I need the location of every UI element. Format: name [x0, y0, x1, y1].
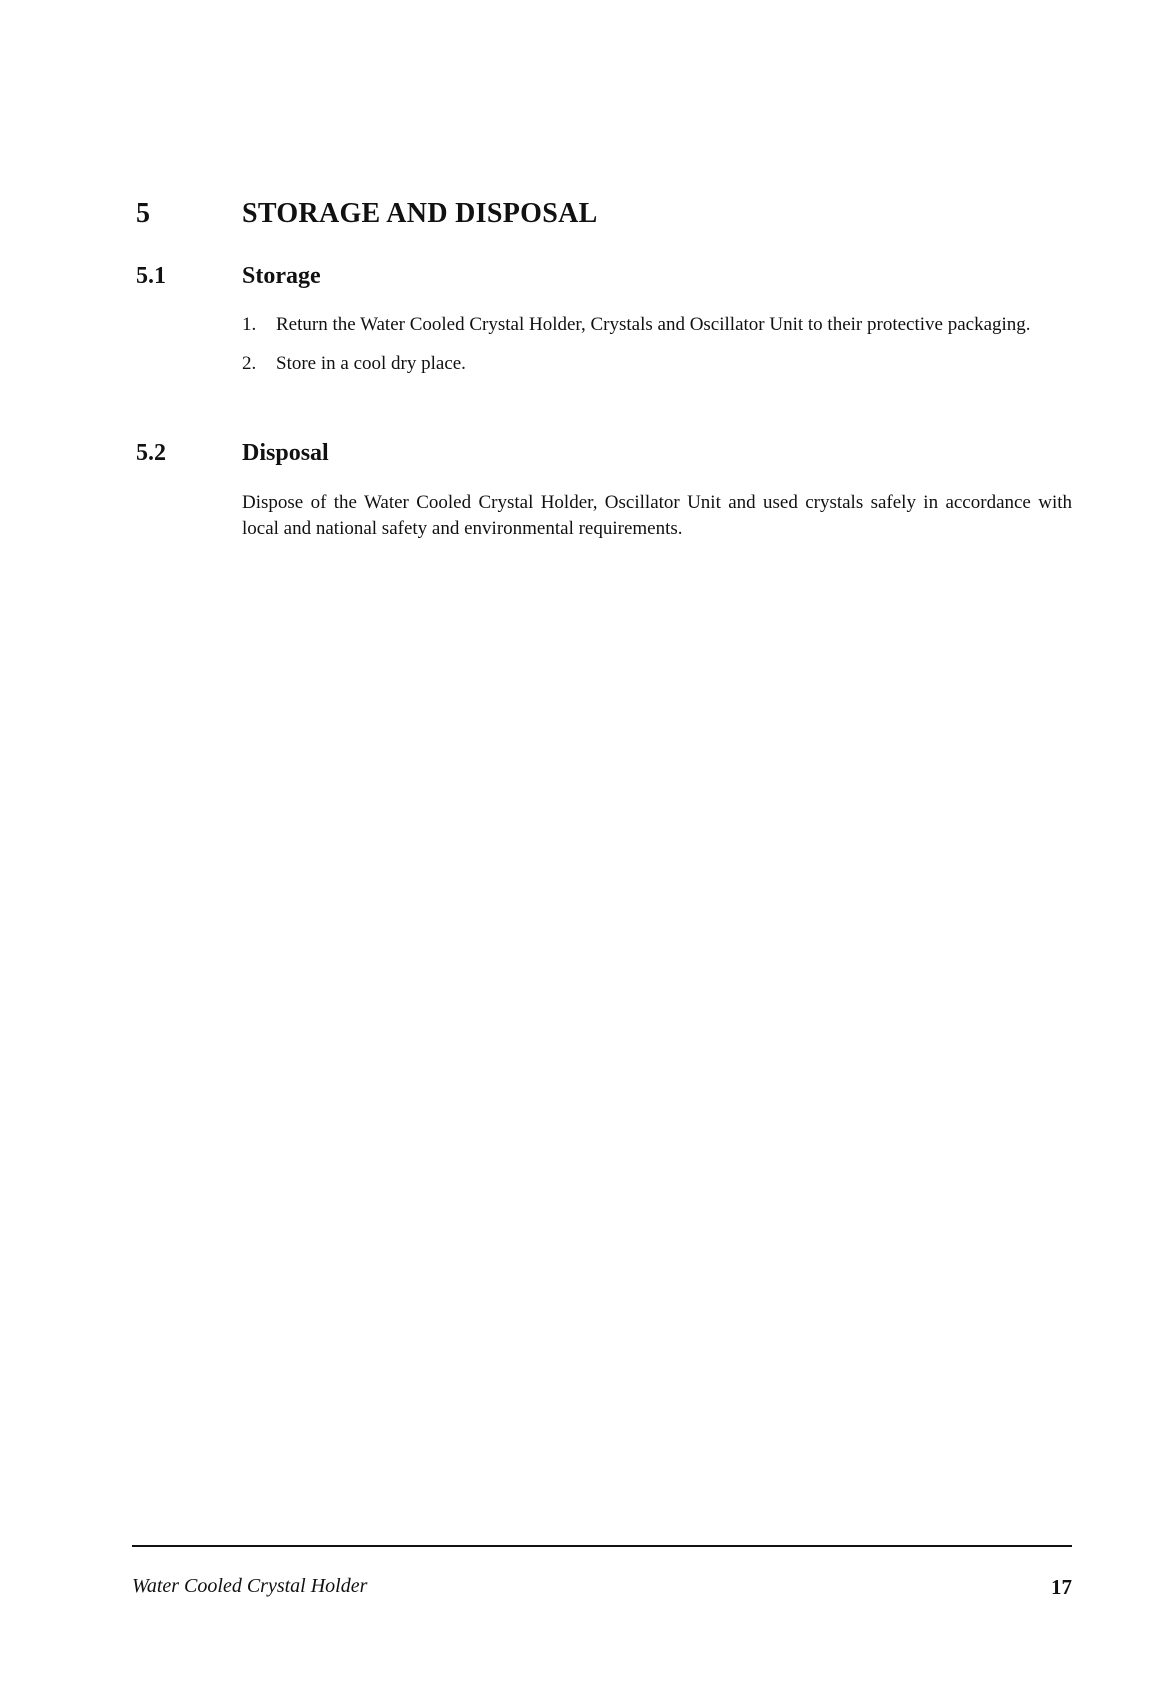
- list-item-number: 2.: [242, 353, 257, 374]
- storage-steps-list: [242, 312, 1072, 390]
- subsection-heading-disposal: [136, 440, 329, 467]
- section-number: 5: [136, 198, 151, 229]
- list-item-text: Store in a cool dry place.: [276, 353, 466, 374]
- subsection-title: Disposal: [242, 440, 329, 466]
- list-item-text: Return the Water Cooled Crystal Holder, Crystals and Oscillator Unit to their protective packaging.: [276, 314, 1031, 335]
- list-item-number: 1.: [242, 314, 257, 335]
- list-item: [242, 351, 1072, 376]
- footer-page-number: 17: [1051, 1575, 1072, 1599]
- footer-divider: [132, 1545, 1072, 1547]
- footer-document-title: Water Cooled Crystal Holder: [132, 1575, 368, 1597]
- disposal-paragraph: Dispose of the Water Cooled Crystal Holder, Oscillator Unit and used crystals safely in accordance with local and national safety and environmental requirements.: [242, 492, 1072, 539]
- subsection-number: 5.2: [136, 440, 166, 466]
- list-item: [242, 312, 1072, 337]
- section-heading: [136, 198, 598, 230]
- subsection-heading-storage: [136, 263, 321, 290]
- subsection-title: Storage: [242, 263, 321, 289]
- section-title: STORAGE AND DISPOSAL: [242, 198, 598, 229]
- subsection-number: 5.1: [136, 263, 166, 289]
